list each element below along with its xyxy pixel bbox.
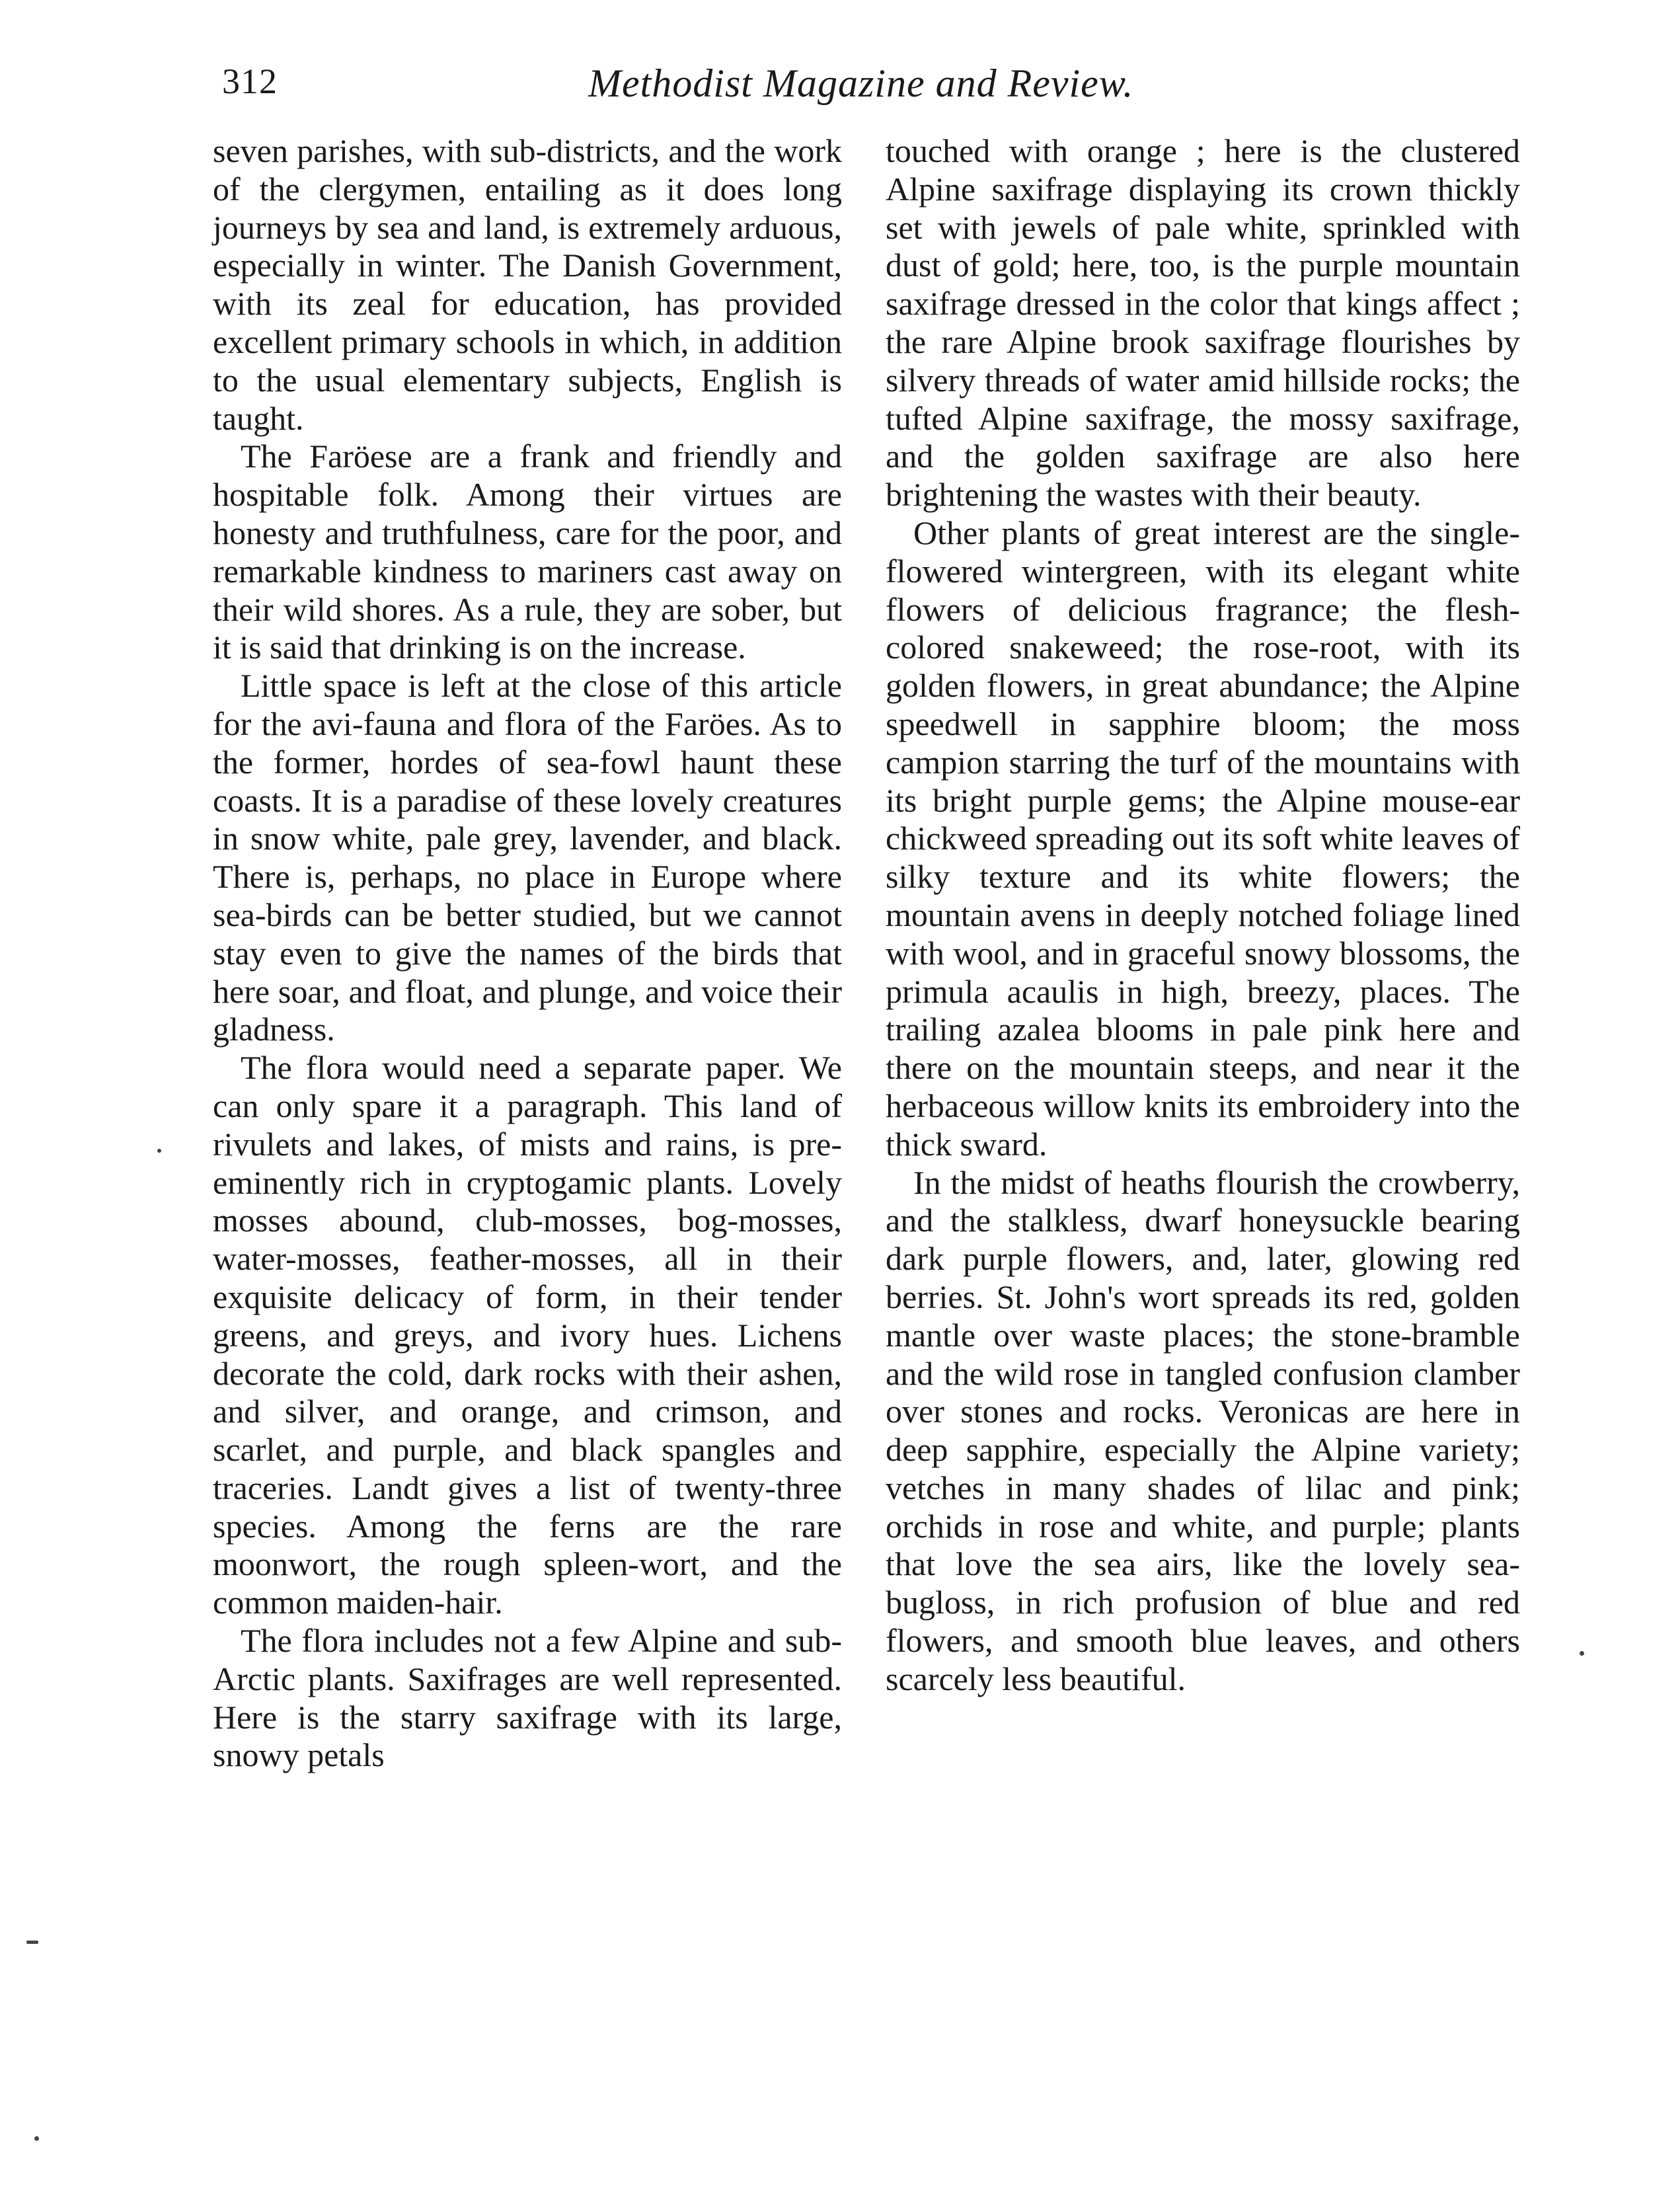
paragraph: touched with orange ; here is the clustered Alpine saxifrage displaying its crown thickly set with jewels of pale white, sprinkled with dust of gold; here, too, is the purple mountain saxifrage dressed in the color that kings affect ; the rare Alpine brook saxifrage flourishes by silvery threads of water amid hillside rocks; the tufted Alpine saxifrage, the mossy saxifrage, and the golden saxifrage are also here brightening the wastes with their beauty. [886,132,1520,514]
left-column [213,132,842,1775]
paragraph: The Faröese are a frank and friendly and hospitable folk. Among their virtues are honesty and truthfulness, care for the poor, and remarkable kindness to mariners cast away on their wild shores. As a rule, they are sober, but it is said that drinking is on the increase. [213,438,842,666]
scan-speck [34,2136,39,2141]
page-number: 312 [222,61,278,101]
paragraph: In the midst of heaths flourish the crowberry, and the stalkless, dwarf honeysuckle bearing dark purple flowers, and, later, glowing red berries. St. John's wort spreads its red, golden mantle over waste places; the stone-bramble and the wild rose in tangled confusion clamber over stones and rocks. Veronicas are here in deep sapphire, especially the Alpine variety; vetches in many shades of lilac and pink; orchids in rose and white, and purple; plants that love the sea airs, like the lovely sea-bugloss, in rich profusion of blue and red flowers, and smooth blue leaves, and others scarcely less beautiful. [886,1163,1520,1697]
paragraph: Little space is left at the close of this article for the avi-fauna and flora of the Faröes. As to the former, hordes of sea-fowl haunt these coasts. It is a paradise of these lovely creatures in snow white, pale grey, lavender, and black. There is, perhaps, no place in Europe where sea-birds can be better studied, but we cannot stay even to give the names of the birds that here soar, and float, and plunge, and voice their gladness. [213,667,842,1048]
page-header [0,61,1680,114]
scan-speck [1580,1651,1584,1656]
scan-speck [157,1149,161,1153]
paragraph: Other plants of great interest are the single-flowered wintergreen, with its elegant white flowers of delicious fragrance; the flesh-colored snakeweed; the rose-root, with its golden flowers, in great abundance; the Alpine speedwell in sapphire bloom; the moss campion starring the turf of the mountains with its bright purple gems; the Alpine mouse-ear chickweed spreading out its soft white leaves of silky texture and its white flowers; the mountain avens in deeply notched foliage lined with wool, and in graceful snowy blossoms, the primula acaulis in high, breezy, places. The trailing azalea blooms in pale pink here and there on the mountain steeps, and near it the herbaceous willow knits its embroidery into the thick sward. [886,514,1520,1163]
scan-speck [26,1941,38,1944]
right-column [886,132,1520,1699]
running-title: Methodist Magazine and Review. [588,61,1134,105]
paragraph: The flora would need a separate paper. We can only spare it a paragraph. This land of rivulets and lakes, of mists and rains, is pre-eminently rich in cryptogamic plants. Lovely mosses abound, club-mosses, bog-mosses, water-mosses, feather-mosses, all in their exquisite delicacy of form, in their tender greens, and greys, and ivory hues. Lichens decorate the cold, dark rocks with their ashen, and silver, and orange, and crimson, and scarlet, and purple, and black spangles and traceries. Landt gives a list of twenty-three species. Among the ferns are the rare moonwort, the rough spleen-wort, and the common maiden-hair. [213,1049,842,1621]
paragraph: seven parishes, with sub-districts, and the work of the clergymen, entailing as it does long journeys by sea and land, is extremely arduous, especially in winter. The Danish Government, with its zeal for education, has provided excellent primary schools in which, in addition to the usual elementary subjects, English is taught. [213,132,842,437]
paragraph: The flora includes not a few Alpine and sub-Arctic plants. Saxifrages are well represented. Here is the starry saxifrage with its large, snowy petals [213,1622,842,1774]
